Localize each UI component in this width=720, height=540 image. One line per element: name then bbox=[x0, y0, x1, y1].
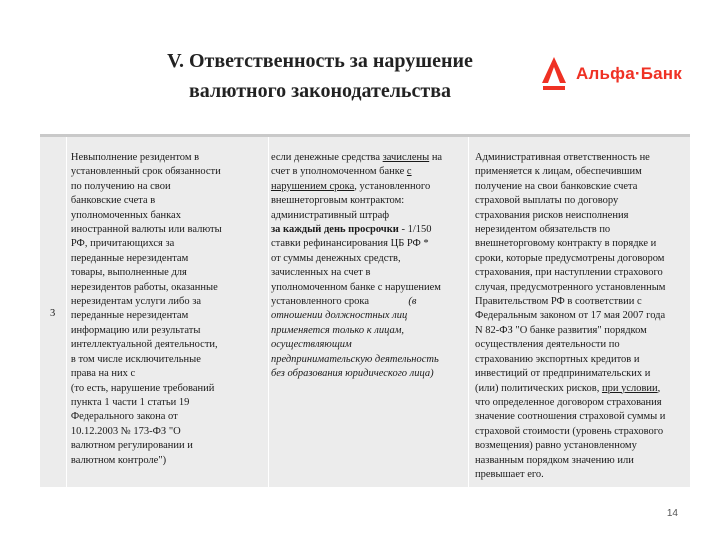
exemption-cell bbox=[469, 137, 690, 487]
violation-line: уполномоченных банках bbox=[70, 209, 181, 221]
exemption-line: N 82-ФЗ "О банке развития" порядком bbox=[475, 324, 647, 336]
violation-line: РФ, причитающихся за bbox=[70, 238, 175, 250]
violation-line: валютном контроле") bbox=[70, 454, 167, 466]
exemption-line: страхованию экспортных кредитов и bbox=[475, 353, 640, 365]
penalty-line: уполномоченном банке с нарушением bbox=[270, 281, 441, 293]
violation-line: в том числе исключительные bbox=[70, 353, 201, 365]
page-number: 14 bbox=[666, 508, 678, 519]
violation-line: иностранной валюты или валюты bbox=[70, 224, 222, 236]
exemption-line: (или) политических рисков, при условии, bbox=[475, 382, 661, 394]
responsibility-table bbox=[40, 134, 690, 487]
violation-line: переданные нерезидентам bbox=[70, 310, 189, 322]
penalty-line: установленного срока (в bbox=[270, 296, 417, 308]
exemption-line: страхования рисков неисполнения bbox=[475, 209, 629, 221]
penalty-cell bbox=[269, 137, 468, 487]
violation-cell bbox=[67, 137, 268, 487]
exemption-line: осуществления деятельности по bbox=[475, 339, 620, 351]
penalty-line: если денежные средства зачислены на bbox=[270, 152, 443, 163]
logo-text: Альфа·Банк bbox=[576, 64, 682, 83]
violation-line: по получению на свои bbox=[70, 180, 171, 192]
violation-line: Невыполнение резидентом в bbox=[70, 152, 200, 163]
exemption-line: нерезидентом обязательств по bbox=[475, 224, 611, 236]
penalty-line: нарушением срока, установленного bbox=[270, 180, 431, 192]
violation-line: товары, выполненные для bbox=[70, 267, 187, 279]
violation-line: пункта 1 части 1 статьи 19 bbox=[70, 396, 190, 408]
penalty-line: внешнеторговым контрактом: bbox=[270, 195, 405, 207]
exemption-line: возмещения) равно установленному bbox=[475, 440, 637, 452]
violation-line: банковские счета в bbox=[70, 195, 156, 207]
exemption-line: значение соотношения страховой суммы и bbox=[475, 411, 666, 423]
exemption-line: что определенное договором страхования bbox=[475, 396, 662, 408]
penalty-line: зачисленных на счет в bbox=[270, 267, 371, 279]
exemption-line: получение на свои банковские счета bbox=[475, 180, 638, 192]
exemption-line: Административная ответственность не bbox=[475, 152, 650, 163]
violation-line: интеллектуальной деятельности, bbox=[70, 339, 218, 351]
row-number-cell bbox=[40, 137, 66, 487]
violation-line: Федерального закона от bbox=[70, 411, 178, 423]
penalty-line: применяется только к лицам, bbox=[270, 324, 405, 336]
violation-line: валютном регулировании и bbox=[70, 440, 193, 452]
penalty-line: отношении должностных лиц bbox=[270, 310, 408, 322]
penalty-line: без образования юридического лица) bbox=[270, 368, 434, 380]
violation-line: нерезидентов работы, оказанные bbox=[70, 281, 218, 293]
violation-line: переданные нерезидентам bbox=[70, 252, 189, 264]
exemption-line: Федеральным законом от 17 мая 2007 года bbox=[475, 310, 666, 322]
alfa-bank-logo bbox=[540, 54, 682, 94]
exemption-line: названным порядком значению или bbox=[475, 454, 634, 466]
violation-line: 10.12.2003 № 173-ФЗ "О bbox=[70, 425, 181, 437]
exemption-line: страхования, при наступлении страхового bbox=[475, 267, 663, 279]
penalty-line: осуществляющим bbox=[270, 339, 352, 351]
title-line-1: V. Ответственность за нарушение bbox=[167, 50, 473, 72]
exemption-line: инвестиций от предпринимательских и bbox=[475, 368, 651, 380]
exemption-line: страховой выплаты по договору bbox=[475, 195, 619, 207]
violation-line: (то есть, нарушение требований bbox=[70, 382, 215, 394]
exemption-line: случая, предусмотренного установленным bbox=[475, 281, 666, 293]
violation-line: права на них с bbox=[70, 368, 136, 380]
exemption-line: применяется к лицам, обеспечившим bbox=[475, 166, 642, 178]
exemption-line: превышает его. bbox=[475, 468, 544, 480]
exemption-line: сроки, которые предусмотрены договором bbox=[475, 252, 665, 264]
exemption-line: страховой стоимости (уровень страхового bbox=[475, 425, 664, 437]
penalty-line: ставки рефинансирования ЦБ РФ * bbox=[270, 238, 429, 250]
penalty-line: за каждый день просрочки - 1/150 bbox=[270, 224, 432, 236]
penalty-line: от суммы денежных средств, bbox=[270, 252, 401, 264]
penalty-line: счет в уполномоченном банке с bbox=[270, 166, 412, 178]
alfa-a-icon bbox=[540, 57, 568, 91]
exemption-line: внешнеторговому контракту в порядке и bbox=[475, 238, 657, 250]
title-line-2: валютного законодательства bbox=[189, 80, 451, 102]
violation-line: информацию или результаты bbox=[70, 324, 201, 336]
penalty-line: предпринимательскую деятельность bbox=[270, 353, 439, 365]
violation-line: нерезидентам услуги либо за bbox=[70, 296, 202, 308]
row-number: 3 bbox=[50, 308, 56, 319]
slide-title bbox=[110, 46, 530, 106]
exemption-line: Правительством РФ в соответствии с bbox=[475, 296, 642, 308]
penalty-line: административный штраф bbox=[270, 209, 390, 221]
violation-line: установленный срок обязанности bbox=[70, 166, 221, 178]
